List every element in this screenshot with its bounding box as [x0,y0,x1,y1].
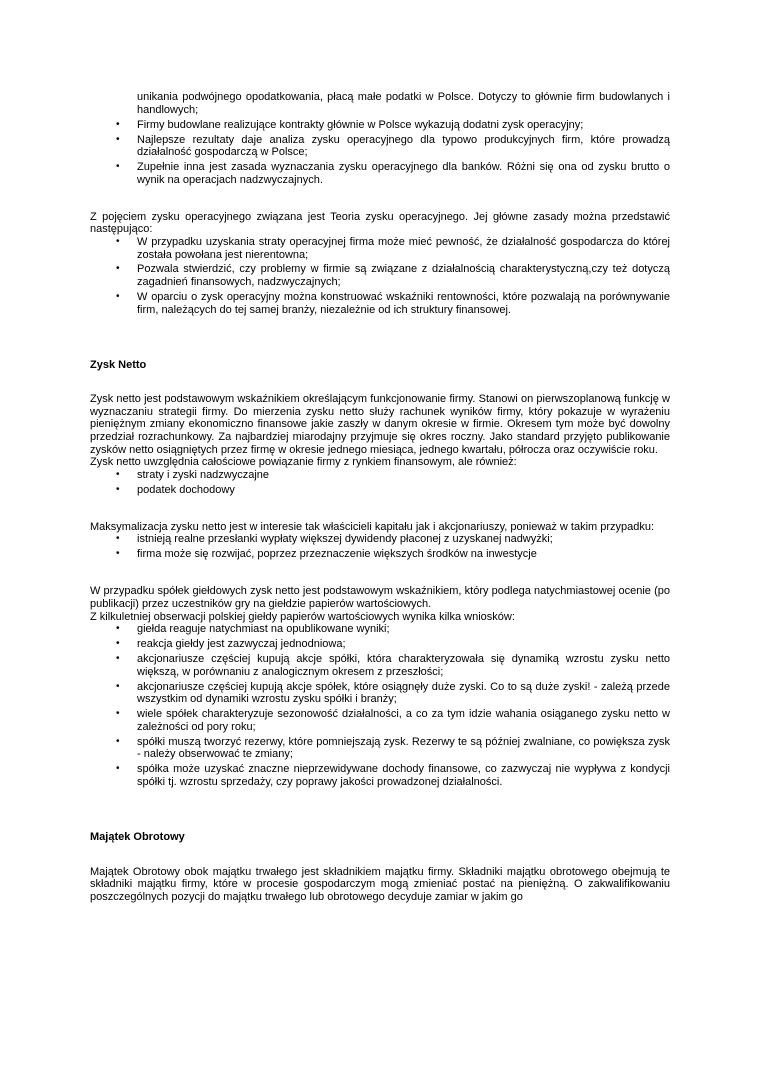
bullet-icon: • [116,680,120,692]
list-item: • podatek dochodowy [116,483,235,496]
list-item: • Firmy budowlane realizujące kontrakty głównie w Polsce wykazują dodatni zysk operacyjny; [116,118,584,131]
list-item: • giełda reaguje natychmiast na opublikowane wyniki; [116,623,390,636]
bullet-icon: • [116,468,120,480]
bullet-icon: • [116,653,120,665]
list-item: • Najlepsze rezultaty daje analiza zysku operacyjnego dla typowo produkcyjnych firm, które prowadzą działalność gospodarczą w Polsce; [116,133,670,159]
list-item: • W oparciu o zysk operacyjny można konstruować wskaźniki rentowności, które pozwalają na porównywanie firm, należących do tej samej branży, niezależnie od ich struktury finansowej. [116,291,670,316]
bullet-icon: • [116,735,120,747]
zysk-netto-paragraph-1: Zysk netto jest podstawowym wskaźnikiem określającym funkcjonowanie firmy. Stanowi on pierwszoplanową funkcję w wyznaczaniu strategii firmy. Do mierzenia zysku netto służy rachunek wyników firmy, który pokazuje w wyrażeniu pieniężnym zmiany ekonomiczno finansowe jakie zaszły w danym okresie w firmie. Okresem tym może być dowolny przedział rozrachunkowy. Za najbardziej miarodajny przyjmuje się okres roczny. Jako standard przyjęto publikowanie zysków netto osiągniętych przez firmę w okresie jednego miesiąca, jednego kwartału, półrocza oraz oczywiście roku. [90,393,670,456]
zysk-netto-paragraph-5: Z kilkuletniej obserwacji polskiej giełdy papierów wartościowych wynika kilka wniosków: [90,610,515,623]
zysk-netto-paragraph-4: W przypadku spółek giełdowych zysk netto jest podstawowym wskaźnikiem, który podlega natychmiastowej ocenie (po publikacji) przez uczestników gry na giełdzie papierów wartościowych. [90,585,670,610]
zysk-netto-bullet-list-1 [90,469,670,497]
theory-paragraph: Z pojęciem zysku operacyjnego związana jest Teoria zysku operacyjnego. Jej główne zasady można przedstawić następująco: [90,210,670,236]
bullet-icon: • [116,263,120,275]
zysk-netto-paragraph-3: Maksymalizacja zysku netto jest w interesie tak właścicieli kapitału jak i akcjonariuszy, ponieważ w takim przypadku: [90,520,655,533]
list-item: • firma może się rozwijać, poprzez przeznaczenie większych środków na inwestycje [116,548,537,561]
zysk-netto-bullet-list-2 [90,533,670,561]
bullet-icon: • [116,708,120,720]
bullet-icon: • [116,623,120,635]
list-item: • straty i zyski nadzwyczajne [116,468,270,481]
bullet-icon: • [116,291,120,303]
theory-bullet-list [90,236,670,316]
list-item: • spółka może uzyskać znaczne nieprzewidywane dochody finansowe, co zazwyczaj nie wypływa z kondycji spółki tj. wzrostu sprzedaży, czy poprawy jakości prowadzonej działalności. [116,763,670,788]
bullet-icon: • [116,161,120,173]
list-item: • akcjonariusze częściej kupują akcje spółek, które osiągnęły duże zyski. Co to są duże zyski! - zależą przede wszystkim od dynamiki wzrostu zysku spółki i branży; [116,680,670,706]
zysk-netto-bullet-list-3 [90,623,670,788]
list-item: • W przypadku uzyskania straty operacyjnej firma może mieć pewność, że działalność gospodarcza do której została powołana jest nierentowna; [116,235,670,261]
list-item: • Zupełnie inna jest zasada wyznaczania zysku operacyjnego dla banków. Różni się ona od zysku brutto o wynik na operacjach nadzwyczajnych. [116,161,670,186]
list-item: • Pozwala stwierdzić, czy problemy w firmie są związane z działalnością charakterystyczną,czy też dotyczą zagadnień finansowych, nadzwyczajnych; [116,263,670,289]
majatek-paragraph: Majątek Obrotowy obok majątku trwałego jest składnikiem majątku firmy. Składniki majątku obrotowego obejmują te składniki majątku firmy, które w procesie gospodarczym mogą zmieniać postać na pieniężną. O zakwalifikowaniu poszczególnych pozycji do majątku trwałego lub obrotowego decyduje zamiar w jakim go [90,865,670,903]
bullet-icon: • [116,235,120,247]
continuation-text: unikania podwójnego opodatkowania, płacą małe podatki w Polsce. Dotyczy to głównie firm budowlanych i handlowych; [137,91,670,116]
bullet-icon: • [116,483,120,495]
list-item: • istnieją realne przesłanki wypłaty większej dywidendy płaconej z uzyskanej nadwyżki; [116,533,553,546]
intro-bullet-list [90,119,670,187]
bullet-icon: • [116,763,120,775]
bullet-icon: • [116,548,120,560]
list-item: • akcjonariusze częściej kupują akcje spółki, która charakteryzowała się dynamiką wzrostu zysku netto większą, w porównaniu z analogicznym okresem z przeszłości; [116,653,670,678]
bullet-icon: • [116,133,120,145]
list-item: • reakcja giełdy jest zazwyczaj jednodniowa; [116,638,346,651]
section-heading-zysk-netto: Zysk Netto [90,358,147,371]
document-page [90,91,670,903]
bullet-icon: • [116,638,120,650]
section-heading-majatek-obrotowy: Majątek Obrotowy [90,830,185,843]
list-item: • spółki muszą tworzyć rezerwy, które pomniejszają zysk. Rezerwy te są później zwalniane, co powiększa zysk - należy obserwować te zmiany; [116,735,670,761]
bullet-icon: • [116,118,120,130]
bullet-icon: • [116,533,120,545]
zysk-netto-paragraph-2: Zysk netto uwzględnia całościowe powiązanie firmy z rynkiem finansowym, ale również: [90,456,517,469]
list-item: • wiele spółek charakteryzuje sezonowość działalności, a co za tym idzie wahania osiąganego zysku netto w zależności od pory roku; [116,708,670,733]
